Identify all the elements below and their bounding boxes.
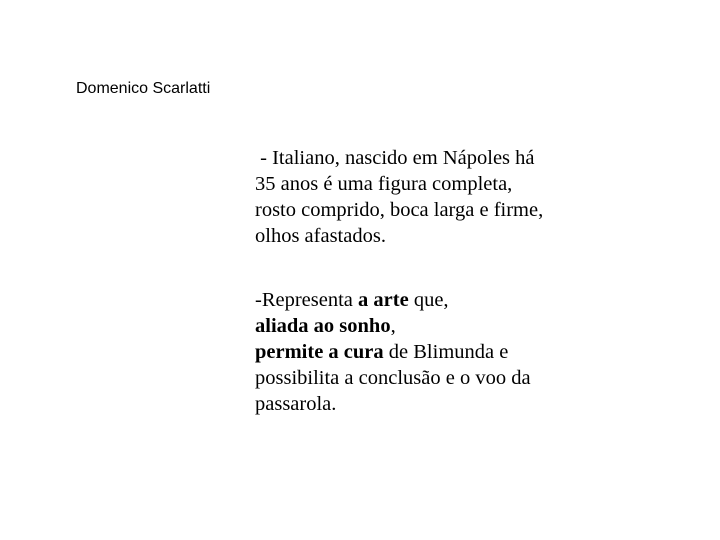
text-line: 35 anos é uma figura completa, [255,173,513,195]
text-line [255,287,655,313]
emphasis-text: aliada ao sonho [255,315,391,337]
text-line: olhos afastados. [255,225,386,247]
text-segment: de Blimunda e [383,341,509,363]
text-segment: , [390,315,396,337]
emphasis-text: permite a cura [255,341,384,363]
text-segment: -Representa [255,289,359,311]
text-line [255,313,655,339]
description-paragraph [255,145,655,249]
text-line: - Italiano, nascido em Nápoles há [255,147,535,169]
text-line: passarola. [255,393,337,415]
text-line: rosto comprido, boca larga e firme, [255,199,544,221]
slide-title: Domenico Scarlatti [76,80,211,97]
emphasis-text: a arte [358,289,409,311]
text-line: possibilita a conclusão e o voo da [255,367,531,389]
text-line [255,339,655,365]
symbolism-paragraph [255,287,655,417]
text-segment: que, [408,289,449,311]
